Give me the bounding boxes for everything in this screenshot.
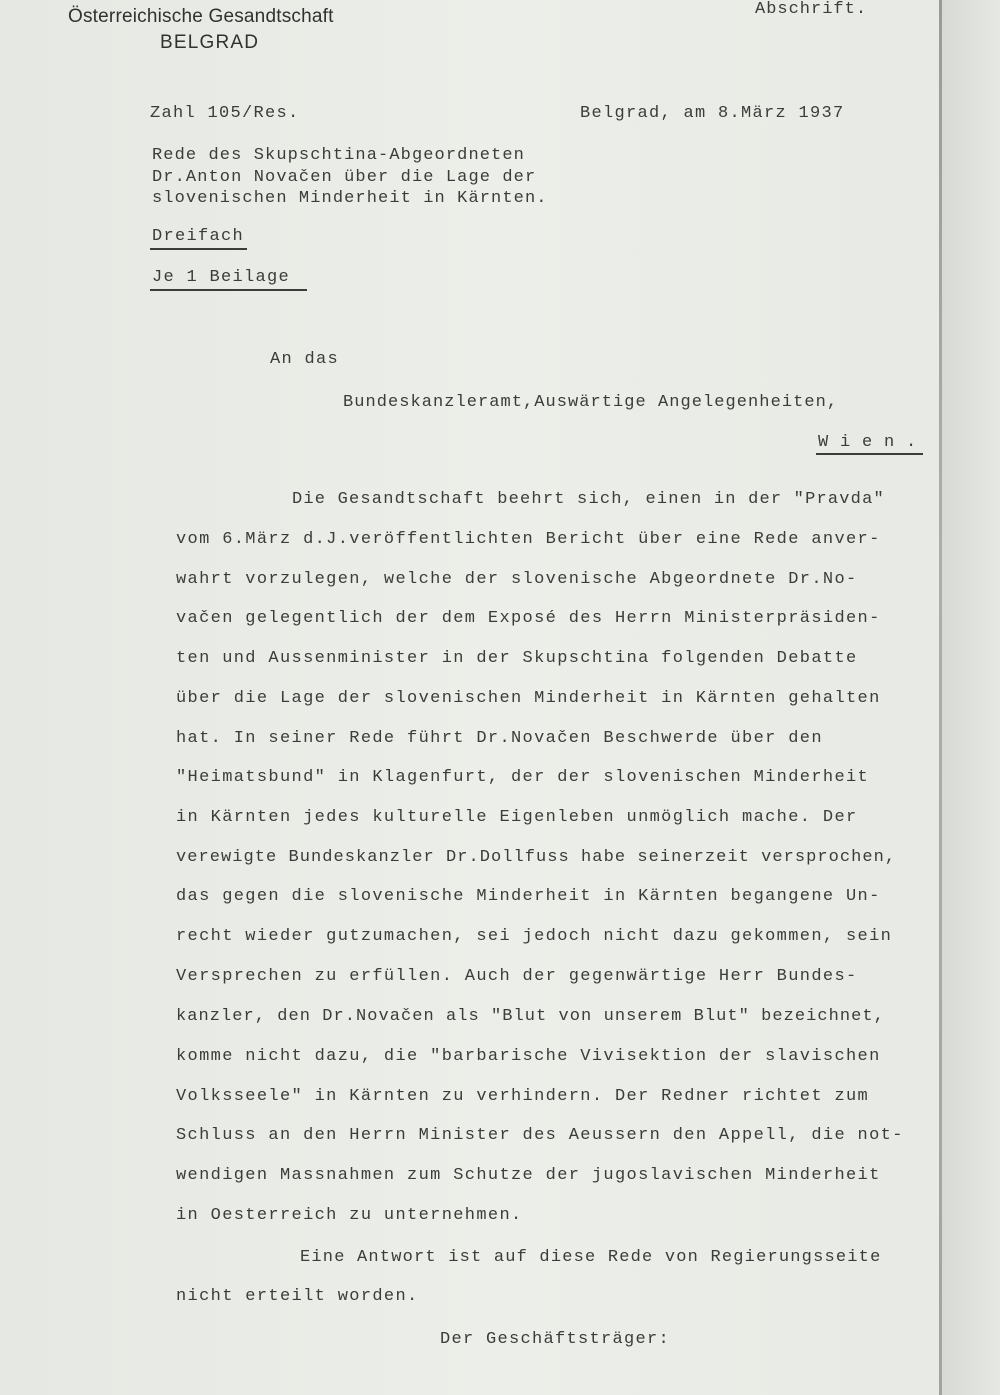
copies-note: Dreifach [152,227,245,246]
addressee-office: Bundeskanzleramt,Auswärtige Angelegenheiten, [343,393,839,412]
subject-line: Dr.Anton Novačen über die Lage der [152,168,537,187]
subject-line: Rede des Skupschtina-Abgeordneten [152,146,525,165]
closing-line: Eine Antwort ist auf diese Rede von Regierungsseite [300,1248,882,1267]
body-line: in Oesterreich zu unternehmen. [176,1206,523,1225]
body-line: vačen gelegentlich der dem Exposé des Herrn Ministerpräsiden- [176,609,881,628]
body-line: in Kärnten jedes kulturelle Eigenleben unmöglich mache. Der [176,808,858,827]
signature-label: Der Geschäftsträger: [440,1330,671,1349]
copies-underline [150,248,247,250]
body-line: hat. In seiner Rede führt Dr.Novačen Beschwerde über den [176,729,823,748]
letterhead [68,6,334,54]
closing-line: nicht erteilt worden. [176,1287,419,1306]
body-line: wendigen Massnahmen zum Schutze der jugoslavischen Minderheit [176,1166,881,1185]
subject-line: slovenischen Minderheit in Kärnten. [152,189,548,208]
body-line: ten und Aussenminister in der Skupschtina folgenden Debatte [176,649,858,668]
letterhead-city: BELGRAD [160,32,260,53]
body-line: komme nicht dazu, die "barbarische Vivisektion der slavischen [176,1047,881,1066]
body-line: Versprechen zu erfüllen. Auch der gegenwärtige Herr Bundes- [176,967,858,986]
city-underline [816,453,923,455]
addressee-city: W i e n . [818,433,918,452]
body-line: verewigte Bundeskanzler Dr.Dollfuss habe seinerzeit versprochen, [176,848,897,867]
page-edge-shadow [942,0,1000,1395]
body-line: Volksseele" in Kärnten zu verhindern. Der Redner richtet zum [176,1087,870,1106]
body-line: Die Gesandtschaft beehrt sich, einen in der "Pravda" [292,490,885,509]
copy-stamp: Abschrift. [755,0,868,19]
page-edge-line [939,0,942,1395]
body-line: wahrt vorzulegen, welche der slovenische Abgeordnete Dr.No- [176,570,858,589]
body-line: "Heimatsbund" in Klagenfurt, der der slovenischen Minderheit [176,768,870,787]
body-line: Schluss an den Herrn Minister des Aeussern den Appell, die not- [176,1126,904,1145]
enclosure-underline [150,289,307,291]
body-line: das gegen die slovenische Minderheit in Kärnten begangene Un- [176,887,881,906]
enclosure-note: Je 1 Beilage [152,268,291,287]
body-line: über die Lage der slovenischen Minderheit in Kärnten gehalten [176,689,881,708]
body-line: recht wieder gutzumachen, sei jedoch nicht dazu gekommen, sein [176,927,893,946]
place-date: Belgrad, am 8.März 1937 [580,104,845,123]
addressee-to: An das [270,350,340,369]
body-line: kanzler, den Dr.Novačen als "Blut von unserem Blut" bezeichnet, [176,1007,885,1026]
letterhead-legation: Österreichische Gesandtschaft [68,6,334,27]
body-line: vom 6.März d.J.veröffentlichten Bericht über eine Rede anver- [176,530,881,549]
reference-number: Zahl 105/Res. [150,104,300,123]
